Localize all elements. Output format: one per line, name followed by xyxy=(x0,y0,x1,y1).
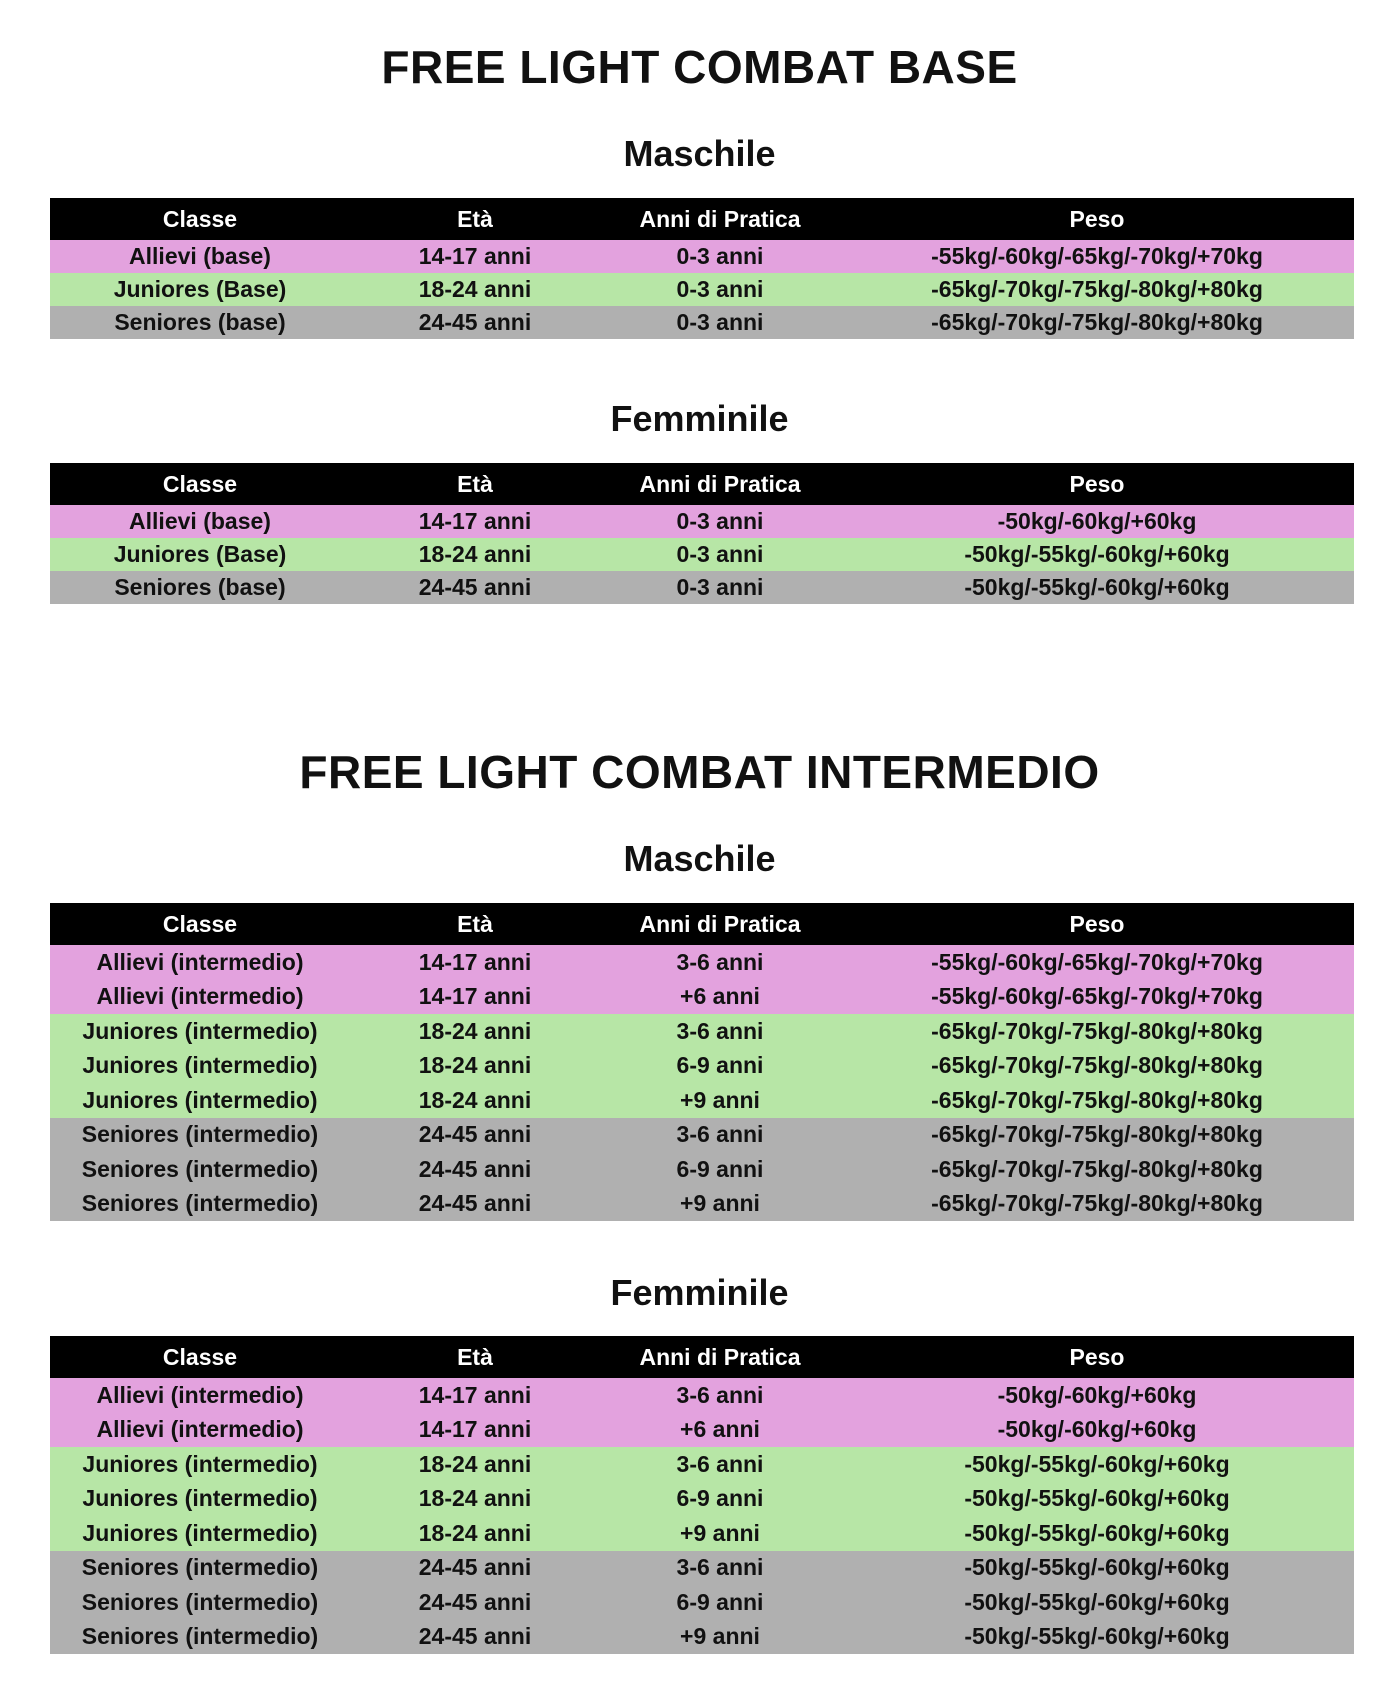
cell-peso: -50kg/-55kg/-60kg/+60kg xyxy=(840,538,1354,571)
cell-classe: Allievi (intermedio) xyxy=(50,945,350,980)
cell-peso: -65kg/-70kg/-75kg/-80kg/+80kg xyxy=(840,1152,1354,1187)
cell-eta: 14-17 anni xyxy=(350,240,600,273)
cell-pratica: +6 anni xyxy=(600,980,840,1015)
base-femminile-table xyxy=(50,463,1354,604)
header-pratica: Anni di Pratica xyxy=(600,198,840,240)
base-maschile-subtitle: Maschile xyxy=(623,133,776,174)
cell-peso: -65kg/-70kg/-75kg/-80kg/+80kg xyxy=(840,1049,1354,1084)
table-row xyxy=(50,538,1354,571)
cell-pratica: 3-6 anni xyxy=(600,1118,840,1153)
cell-eta: 14-17 anni xyxy=(350,980,600,1015)
table-row xyxy=(50,1378,1354,1413)
cell-classe: Seniores (intermedio) xyxy=(50,1118,350,1153)
header-eta: Età xyxy=(350,903,600,945)
cell-peso: -65kg/-70kg/-75kg/-80kg/+80kg xyxy=(840,1014,1354,1049)
cell-classe: Juniores (intermedio) xyxy=(50,1049,350,1084)
cell-pratica: 6-9 anni xyxy=(600,1482,840,1517)
cell-classe: Juniores (intermedio) xyxy=(50,1447,350,1482)
cell-pratica: 0-3 anni xyxy=(600,306,840,339)
cell-pratica: 0-3 anni xyxy=(600,505,840,538)
cell-peso: -50kg/-55kg/-60kg/+60kg xyxy=(840,1551,1354,1586)
header-peso: Peso xyxy=(840,463,1354,505)
cell-peso: -50kg/-55kg/-60kg/+60kg xyxy=(840,1620,1354,1655)
intermedio-maschile-subtitle: Maschile xyxy=(623,838,776,879)
table-row xyxy=(50,1413,1354,1448)
cell-classe: Seniores (base) xyxy=(50,306,350,339)
cell-eta: 14-17 anni xyxy=(350,1413,600,1448)
cell-eta: 24-45 anni xyxy=(350,1551,600,1586)
cell-classe: Seniores (base) xyxy=(50,571,350,604)
cell-peso: -65kg/-70kg/-75kg/-80kg/+80kg xyxy=(840,1118,1354,1153)
cell-pratica: 3-6 anni xyxy=(600,1378,840,1413)
table-header-row xyxy=(50,198,1354,240)
cell-eta: 24-45 anni xyxy=(350,1152,600,1187)
cell-classe: Juniores (Base) xyxy=(50,273,350,306)
header-peso: Peso xyxy=(840,1336,1354,1378)
table-row xyxy=(50,980,1354,1015)
cell-eta: 24-45 anni xyxy=(350,1585,600,1620)
cell-classe: Juniores (intermedio) xyxy=(50,1014,350,1049)
table-row xyxy=(50,945,1354,980)
cell-peso: -55kg/-60kg/-65kg/-70kg/+70kg xyxy=(840,240,1354,273)
cell-pratica: 6-9 anni xyxy=(600,1152,840,1187)
cell-peso: -50kg/-60kg/+60kg xyxy=(840,505,1354,538)
cell-classe: Allievi (base) xyxy=(50,505,350,538)
cell-peso: -50kg/-55kg/-60kg/+60kg xyxy=(840,1516,1354,1551)
cell-pratica: +9 anni xyxy=(600,1083,840,1118)
table-header-row xyxy=(50,1336,1354,1378)
cell-eta: 24-45 anni xyxy=(350,1620,600,1655)
table-row xyxy=(50,1187,1354,1222)
table-row xyxy=(50,1118,1354,1153)
cell-peso: -65kg/-70kg/-75kg/-80kg/+80kg xyxy=(840,1083,1354,1118)
cell-classe: Juniores (Base) xyxy=(50,538,350,571)
cell-pratica: 0-3 anni xyxy=(600,273,840,306)
table-row xyxy=(50,240,1354,273)
header-pratica: Anni di Pratica xyxy=(600,463,840,505)
cell-classe: Allievi (intermedio) xyxy=(50,1378,350,1413)
cell-eta: 24-45 anni xyxy=(350,1187,600,1222)
intermedio-title: FREE LIGHT COMBAT INTERMEDIO xyxy=(299,746,1100,798)
cell-classe: Seniores (intermedio) xyxy=(50,1551,350,1586)
cell-classe: Allievi (intermedio) xyxy=(50,1413,350,1448)
table-row xyxy=(50,1083,1354,1118)
header-classe: Classe xyxy=(50,463,350,505)
cell-eta: 18-24 anni xyxy=(350,1049,600,1084)
cell-pratica: 3-6 anni xyxy=(600,1447,840,1482)
cell-pratica: 0-3 anni xyxy=(600,571,840,604)
header-pratica: Anni di Pratica xyxy=(600,903,840,945)
header-eta: Età xyxy=(350,1336,600,1378)
cell-classe: Allievi (base) xyxy=(50,240,350,273)
table-row xyxy=(50,273,1354,306)
cell-pratica: 0-3 anni xyxy=(600,240,840,273)
header-peso: Peso xyxy=(840,903,1354,945)
cell-classe: Seniores (intermedio) xyxy=(50,1620,350,1655)
cell-eta: 18-24 anni xyxy=(350,1482,600,1517)
cell-peso: -50kg/-55kg/-60kg/+60kg xyxy=(840,1585,1354,1620)
cell-eta: 18-24 anni xyxy=(350,1014,600,1049)
table-row xyxy=(50,1482,1354,1517)
cell-eta: 24-45 anni xyxy=(350,1118,600,1153)
cell-peso: -50kg/-60kg/+60kg xyxy=(840,1413,1354,1448)
cell-eta: 24-45 anni xyxy=(350,571,600,604)
cell-classe: Seniores (intermedio) xyxy=(50,1585,350,1620)
header-classe: Classe xyxy=(50,903,350,945)
cell-classe: Juniores (intermedio) xyxy=(50,1482,350,1517)
cell-eta: 14-17 anni xyxy=(350,1378,600,1413)
table-row xyxy=(50,1014,1354,1049)
cell-classe: Juniores (intermedio) xyxy=(50,1083,350,1118)
cell-peso: -55kg/-60kg/-65kg/-70kg/+70kg xyxy=(840,945,1354,980)
cell-peso: -50kg/-55kg/-60kg/+60kg xyxy=(840,1482,1354,1517)
table-row xyxy=(50,571,1354,604)
cell-eta: 24-45 anni xyxy=(350,306,600,339)
table-row xyxy=(50,505,1354,538)
cell-peso: -50kg/-55kg/-60kg/+60kg xyxy=(840,1447,1354,1482)
base-title: FREE LIGHT COMBAT BASE xyxy=(381,41,1018,93)
table-header-row xyxy=(50,903,1354,945)
table-row xyxy=(50,1620,1354,1655)
table-row xyxy=(50,1152,1354,1187)
header-peso: Peso xyxy=(840,198,1354,240)
cell-pratica: +9 anni xyxy=(600,1620,840,1655)
cell-eta: 18-24 anni xyxy=(350,1516,600,1551)
cell-pratica: 3-6 anni xyxy=(600,945,840,980)
cell-peso: -65kg/-70kg/-75kg/-80kg/+80kg xyxy=(840,1187,1354,1222)
base-femminile-subtitle: Femminile xyxy=(610,398,789,439)
table-row xyxy=(50,1447,1354,1482)
cell-pratica: 3-6 anni xyxy=(600,1551,840,1586)
cell-classe: Allievi (intermedio) xyxy=(50,980,350,1015)
header-classe: Classe xyxy=(50,1336,350,1378)
intermedio-femminile-subtitle: Femminile xyxy=(610,1272,789,1313)
cell-eta: 18-24 anni xyxy=(350,273,600,306)
cell-eta: 18-24 anni xyxy=(350,538,600,571)
cell-peso: -55kg/-60kg/-65kg/-70kg/+70kg xyxy=(840,980,1354,1015)
cell-peso: -50kg/-55kg/-60kg/+60kg xyxy=(840,571,1354,604)
cell-peso: -65kg/-70kg/-75kg/-80kg/+80kg xyxy=(840,273,1354,306)
cell-peso: -65kg/-70kg/-75kg/-80kg/+80kg xyxy=(840,306,1354,339)
cell-eta: 14-17 anni xyxy=(350,505,600,538)
intermedio-maschile-table xyxy=(50,903,1354,1221)
intermedio-femminile-table xyxy=(50,1336,1354,1654)
header-eta: Età xyxy=(350,463,600,505)
table-row xyxy=(50,1551,1354,1586)
cell-classe: Juniores (intermedio) xyxy=(50,1516,350,1551)
table-row xyxy=(50,1585,1354,1620)
table-row xyxy=(50,306,1354,339)
header-pratica: Anni di Pratica xyxy=(600,1336,840,1378)
header-eta: Età xyxy=(350,198,600,240)
cell-pratica: 3-6 anni xyxy=(600,1014,840,1049)
header-classe: Classe xyxy=(50,198,350,240)
cell-pratica: +9 anni xyxy=(600,1516,840,1551)
table-row xyxy=(50,1049,1354,1084)
cell-pratica: 0-3 anni xyxy=(600,538,840,571)
cell-pratica: 6-9 anni xyxy=(600,1049,840,1084)
cell-eta: 14-17 anni xyxy=(350,945,600,980)
cell-classe: Seniores (intermedio) xyxy=(50,1187,350,1222)
cell-eta: 18-24 anni xyxy=(350,1083,600,1118)
base-maschile-table xyxy=(50,198,1354,339)
cell-pratica: +6 anni xyxy=(600,1413,840,1448)
table-row xyxy=(50,1516,1354,1551)
cell-pratica: +9 anni xyxy=(600,1187,840,1222)
cell-eta: 18-24 anni xyxy=(350,1447,600,1482)
cell-classe: Seniores (intermedio) xyxy=(50,1152,350,1187)
table-header-row xyxy=(50,463,1354,505)
cell-pratica: 6-9 anni xyxy=(600,1585,840,1620)
cell-peso: -50kg/-60kg/+60kg xyxy=(840,1378,1354,1413)
